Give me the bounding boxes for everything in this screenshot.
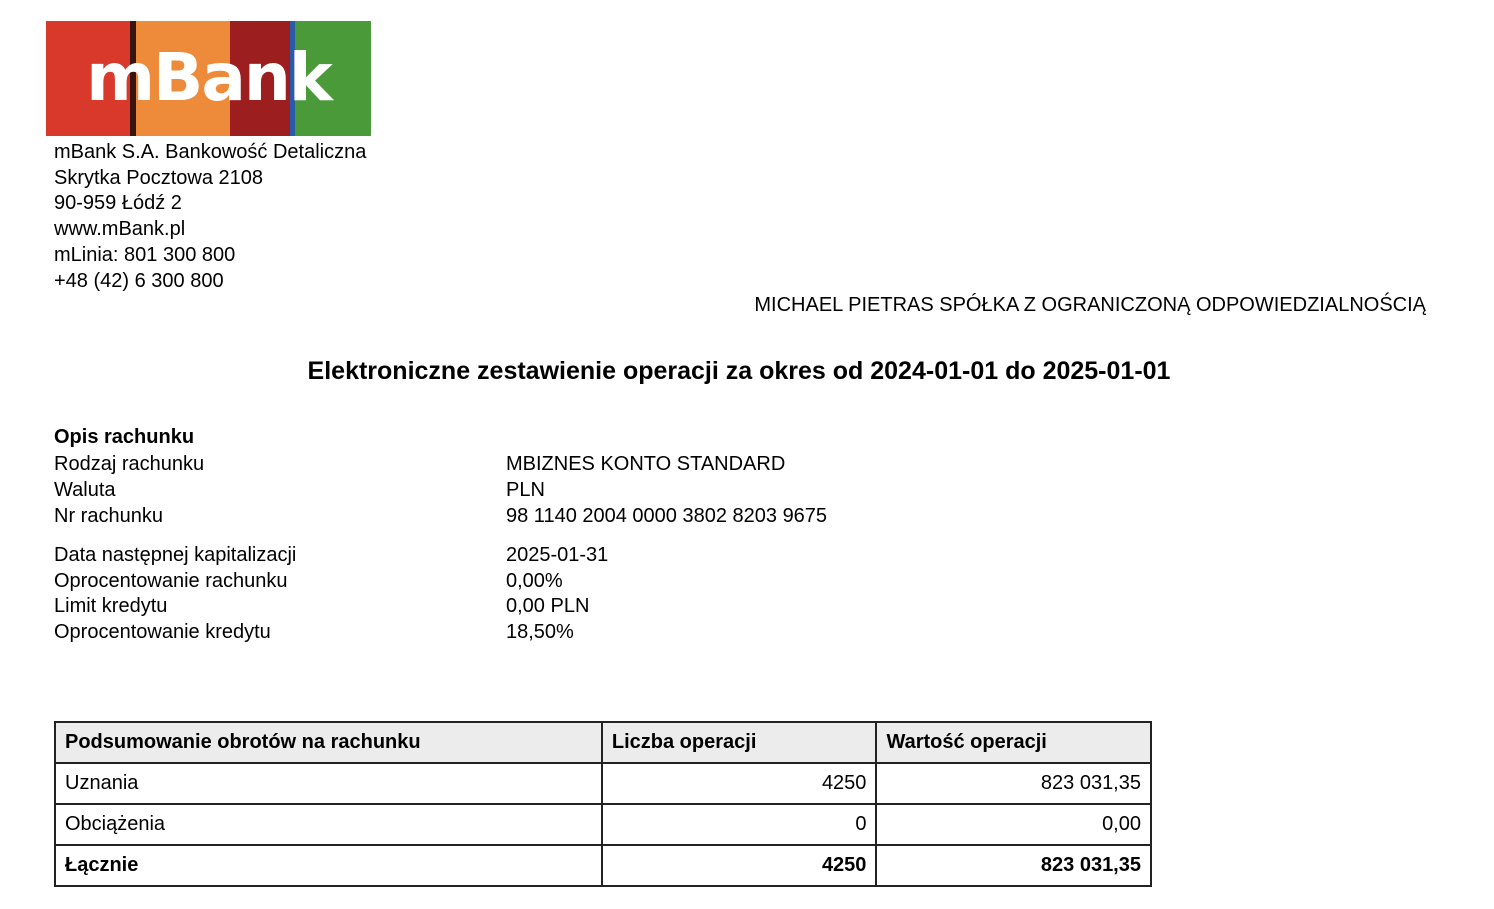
row-count: 4250 (602, 845, 877, 886)
table-row-credits (55, 763, 1151, 804)
row-label: Uznania (55, 763, 602, 804)
account-row-value: 98 1140 2004 0000 3802 8203 9675 (506, 505, 828, 527)
account-row-label: Data następnej kapitalizacji (54, 544, 297, 566)
account-description-heading: Opis rachunku (54, 426, 195, 448)
row-value: 823 031,35 (876, 845, 1151, 886)
statement-title: Elektroniczne zestawienie operacji za okres od 2024-01-01 do 2025-01-01 (307, 357, 1171, 385)
account-row-value: 18,50% (506, 621, 574, 643)
account-row-label: Rodzaj rachunku (54, 453, 205, 475)
address-line-po-box: Skrytka Pocztowa 2108 (54, 166, 263, 189)
account-row-label: Limit kredytu (54, 595, 168, 617)
address-line-city: 90-959 Łódź 2 (54, 192, 182, 215)
row-count: 4250 (602, 763, 877, 804)
address-line-phone: +48 (42) 6 300 800 (54, 269, 224, 292)
row-value: 823 031,35 (876, 763, 1151, 804)
account-row-value: MBIZNES KONTO STANDARD (506, 453, 786, 475)
turnover-summary-table (54, 721, 1152, 887)
mbank-logo (46, 21, 371, 136)
table-header-row (55, 722, 1151, 763)
row-label: Łącznie (55, 845, 602, 886)
account-row-label: Oprocentowanie kredytu (54, 621, 271, 643)
table-row-debits (55, 804, 1151, 845)
account-row-value: 2025-01-31 (506, 544, 609, 566)
account-row-value: 0,00 PLN (506, 595, 590, 617)
account-row-value: PLN (506, 479, 545, 501)
logo-wordmark: mBank (86, 39, 331, 116)
bank-address (54, 140, 366, 294)
account-row-label: Nr rachunku (54, 505, 163, 527)
row-value: 0,00 (876, 804, 1151, 845)
row-count: 0 (602, 804, 877, 845)
column-header-summary: Podsumowanie obrotów na rachunku (55, 722, 602, 763)
column-header-value: Wartość operacji (876, 722, 1151, 763)
address-line-mlinia: mLinia: 801 300 800 (54, 243, 236, 266)
column-header-count: Liczba operacji (602, 722, 877, 763)
address-line-bank-name: mBank S.A. Bankowość Detaliczna (54, 141, 367, 163)
client-name: MICHAEL PIETRAS SPÓŁKA Z OGRANICZONĄ ODPOWIEDZIALNOŚCIĄ (754, 294, 1426, 316)
account-row-label: Waluta (54, 479, 116, 501)
address-line-website: www.mBank.pl (54, 218, 186, 241)
table-row-total (55, 845, 1151, 886)
account-row-value: 0,00% (506, 570, 563, 592)
account-row-label: Oprocentowanie rachunku (54, 570, 288, 592)
row-label: Obciążenia (55, 804, 602, 845)
